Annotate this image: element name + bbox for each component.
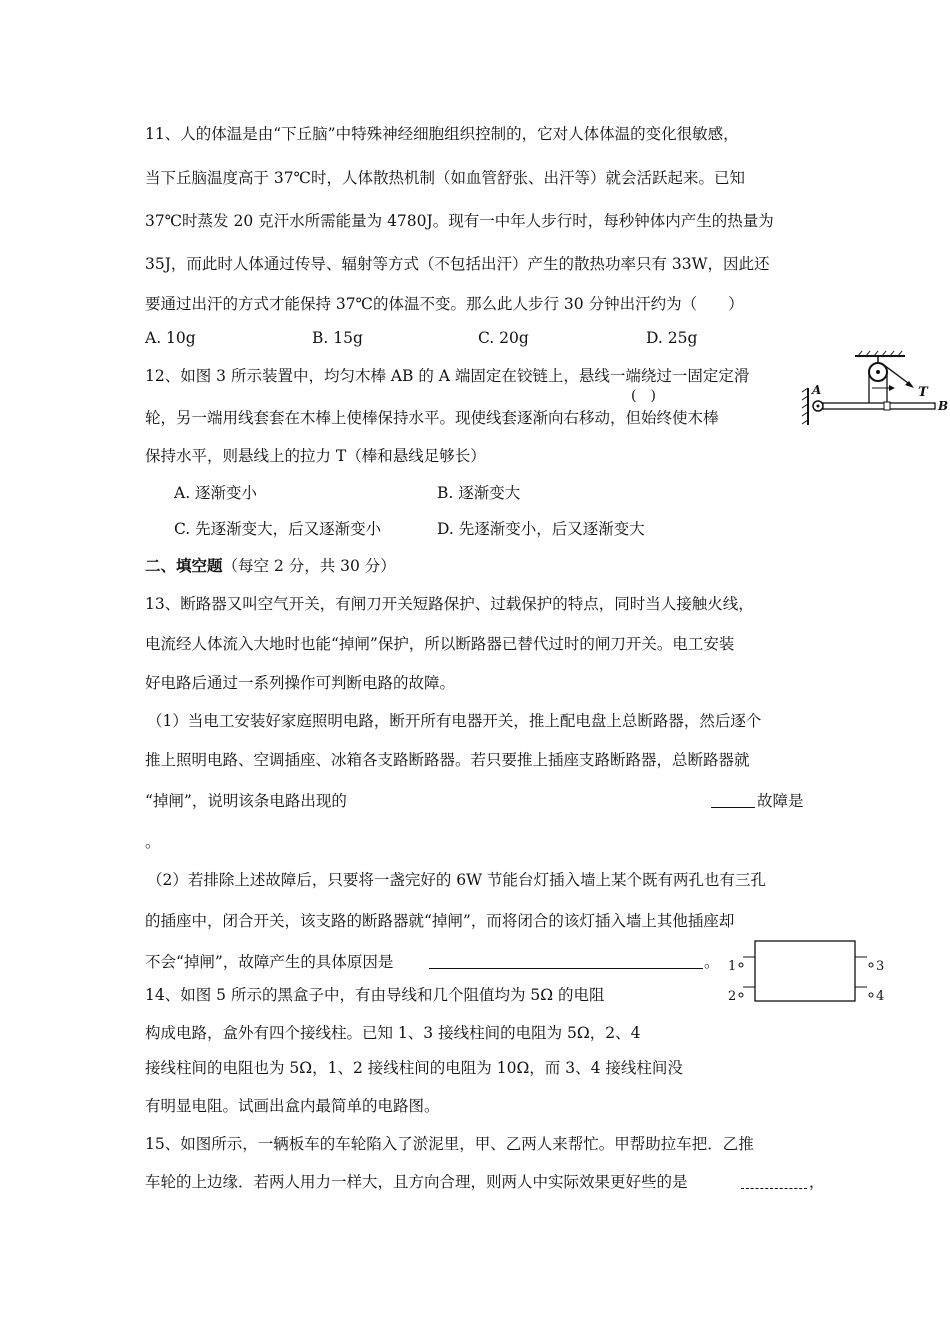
q13-part1-line-1: （1）当电工安装好家庭照明电路，断开所有电器开关，推上配电盘上总断路器，然后逐个 (147, 712, 762, 730)
q13-line-1: 13、断路器又叫空气开关，有闸刀开关短路保护、过载保护的特点，同时当人接触火线， (145, 595, 754, 613)
q11-line-2: 当下丘脑温度高于 37℃时，人体散热机制（如血管舒张、出汗等）就会活跃起来。已知 (145, 169, 745, 187)
q13-part1-line-2: 推上照明电路、空调插座、冰箱各支路断路器。若只要推上插座支路断路器，总断路器就 (145, 751, 750, 769)
section-2-note: （每空 2 分，共 30 分） (222, 557, 396, 575)
q12-option-a: A. 逐渐变小 (174, 484, 258, 502)
q13-part2-end: 。 (704, 953, 720, 971)
q13-part2-line-1: （2）若排除上述故障后，只要将一盏完好的 6W 节能台灯插入墙上某个既有两孔也有三孔 (147, 871, 767, 889)
q12-option-d: D. 先逐渐变小，后又逐渐变大 (437, 520, 645, 538)
q13-part2-line-3: 不会“掉闸”，故障产生的具体原因是 (145, 953, 394, 971)
q12-line-3: 保持水平，则悬线上的拉力 T（棒和悬线足够长） (145, 447, 486, 465)
q13-answer-blank-1[interactable] (711, 791, 755, 808)
label-b: B (938, 399, 949, 413)
q12-option-b: B. 逐渐变大 (437, 484, 521, 502)
section-2-title: 二、填空题 (145, 556, 223, 575)
q11-option-d: D. 25g (646, 329, 698, 347)
q11-option-a: A. 10g (145, 329, 196, 347)
q12-answer-bracket: ( ) (631, 388, 656, 404)
q13-part1-line-3: “掉闸”，说明该条电路出现的 (145, 792, 347, 810)
terminal-4-label: 4 (876, 989, 885, 1004)
q12-option-c: C. 先逐渐变大，后又逐渐变小 (174, 520, 382, 538)
pulley-lever-figure (800, 350, 950, 430)
q11-line-5: 要通过出汗的方式才能保持 37℃的体温不变。那么此人步行 30 分钟出汗约为（ ） (145, 295, 744, 313)
terminal-1-label: 1 (728, 959, 737, 974)
section-2-heading (145, 556, 396, 576)
q13-line-2: 电流经人体流入大地时也能“掉闸”保护，所以断路器已替代过时的闸刀开关。电工安装 (145, 635, 735, 653)
black-box-figure (725, 935, 895, 1010)
label-a: A (812, 383, 822, 397)
q15-answer-blank[interactable] (741, 1172, 807, 1189)
q13-part1-end: 。 (145, 833, 161, 851)
terminal-2-label: 2 (728, 989, 737, 1004)
q14-line-4: 有明显电阻。试画出盒内最简单的电路图。 (145, 1097, 440, 1115)
q11-line-4: 35J，而此时人体通过传导、辐射等方式（不包括出汗）产生的散热功率只有 33W，因此还 (145, 255, 770, 273)
q14-line-1: 14、如图 5 所示的黑盒子中，有由导线和几个阻值均为 5Ω 的电阻 (145, 986, 605, 1004)
terminal-3-label: 3 (876, 959, 885, 974)
q14-line-3: 接线柱间的电阻也为 5Ω，1、2 接线柱间的电阻为 10Ω，而 3、4 接线柱间没 (145, 1059, 683, 1077)
q11-line-1: 11、人的体温是由“下丘脑”中特殊神经细胞组织控制的，它对人体体温的变化很敏感， (145, 125, 739, 143)
q15-line-2: 车轮的上边缘．若两人用力一样大，且方向合理，则两人中实际效果更好些的是 (145, 1173, 688, 1191)
q13-part2-line-2: 的插座中，闭合开关，该支路的断路器就“掉闸”，而将闭合的该灯插入墙上其他插座却 (145, 912, 735, 930)
q11-option-b: B. 15g (312, 329, 363, 347)
q15-line-1: 15、如图所示，一辆板车的车轮陷入了淤泥里，甲、乙两人来帮忙。甲帮助拉车把．乙推 (145, 1135, 754, 1153)
q15-end: ， (809, 1173, 825, 1191)
q12-line-1: 12、如图 3 所示装置中，均匀木棒 AB 的 A 端固定在铰链上，悬线一端绕过一固定定滑 (145, 367, 750, 385)
q13-line-3: 好电路后通过一系列操作可判断电路的故障。 (145, 674, 456, 692)
q14-line-2: 构成电路，盒外有四个接线柱。已知 1、3 接线柱间的电阻为 5Ω，2、4 (145, 1024, 641, 1042)
q11-option-c: C. 20g (478, 329, 529, 347)
q11-line-3: 37℃时蒸发 20 克汗水所需能量为 4780J。现有一中年人步行时，每秒钟体内产生的热量为 (145, 212, 774, 230)
label-t: T (918, 385, 928, 400)
q12-line-2: 轮，另一端用线套套在木棒上使棒保持水平。现使线套逐渐向右移动，但始终使木棒 (145, 409, 719, 427)
q13-answer-blank-2[interactable] (429, 952, 703, 969)
q13-part1-tail-right: 故障是 (757, 792, 804, 810)
